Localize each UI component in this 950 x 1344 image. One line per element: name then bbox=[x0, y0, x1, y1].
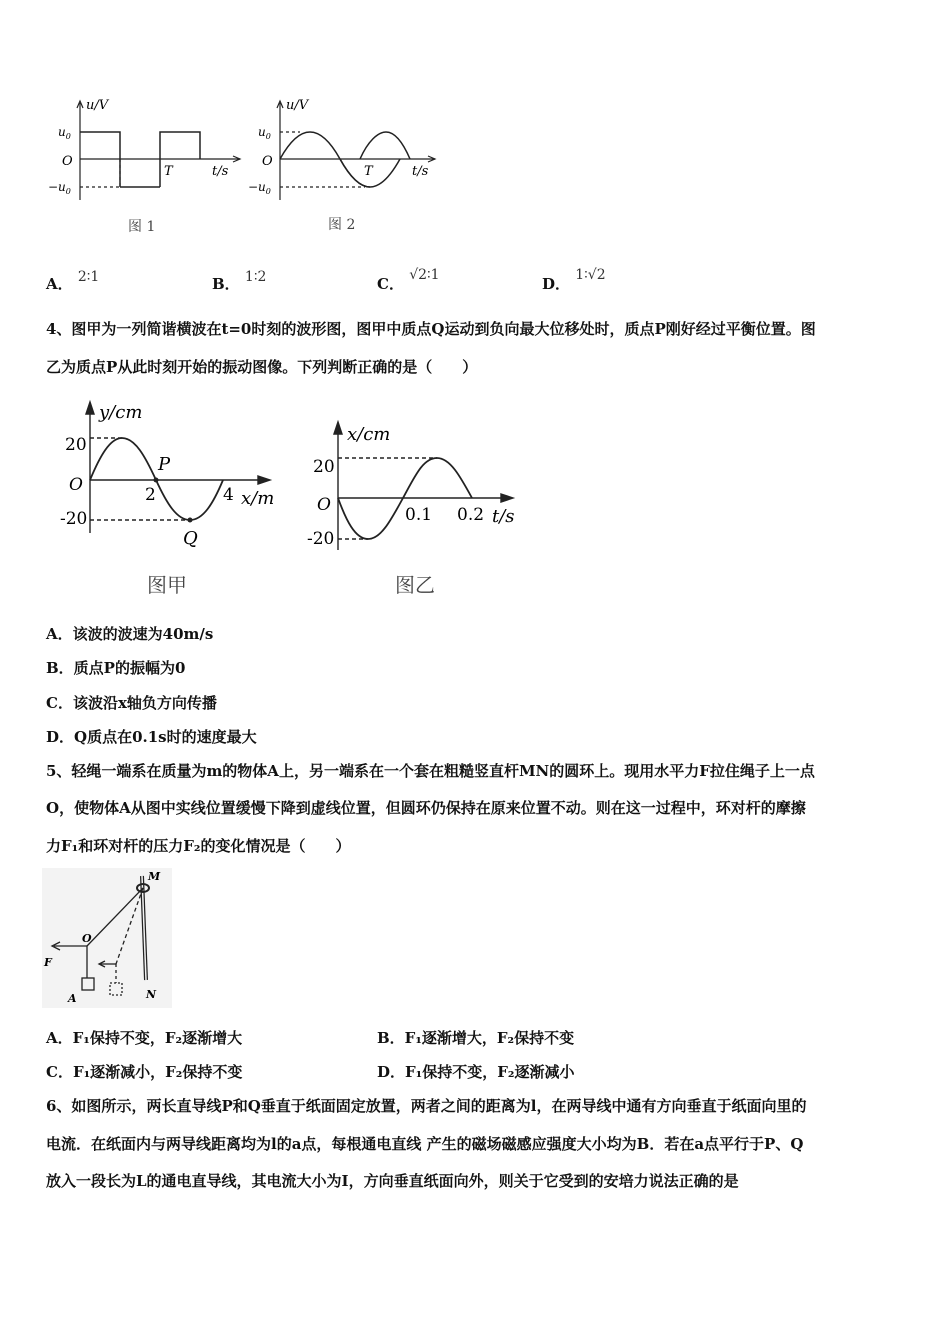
figjia-label-q: Q bbox=[183, 528, 198, 549]
q4-option-c: C．该波沿x轴负方向传播 bbox=[46, 694, 217, 712]
q5-stem-line-2: O，使物体A从图中实线位置缓慢下降到虚线位置，但圆环仍保持在原来位置不动。则在这一过程中，环对杆的摩擦 bbox=[46, 799, 806, 817]
figjia-point-p bbox=[154, 478, 159, 483]
q4-stem-line-2: 乙为质点P从此时刻开始的振动图像。下列判断正确的是（ ） bbox=[46, 358, 478, 376]
q3-option-c-label: C． bbox=[377, 275, 404, 293]
fig2-sine-path-2 bbox=[360, 132, 410, 159]
q6-stem-line-3: 放入一段长为L的通电直导线，其电流大小为I，方向垂直纸面向外，则关于它受到的安培力说法正确的是 bbox=[46, 1172, 739, 1190]
figure-jia-wave-graph bbox=[55, 398, 295, 603]
figjia-origin: O bbox=[69, 475, 83, 495]
figyi-tick-0-2: 0.2 bbox=[457, 505, 485, 525]
q6-stem-line-2: 电流．在纸面内与两导线距离均为l的a点，每根通电直线 产生的磁场磁感应强度大小均为B．若在a点平行于P、Q bbox=[46, 1135, 804, 1153]
q3-option-d-value: 1∶√2 bbox=[575, 267, 606, 283]
fig1-T: T bbox=[164, 164, 173, 179]
q3-option-b-value: 1∶2 bbox=[244, 269, 267, 285]
figjia-tick-20: 20 bbox=[65, 435, 87, 455]
q5-stem-line-3: 力F₁和环对杆的压力F₂的变化情况是（ ） bbox=[46, 837, 351, 855]
figjia-ylabel: y/cm bbox=[99, 402, 143, 423]
fig2-ylabel: u/V bbox=[286, 98, 309, 113]
figjia-tick-4: 4 bbox=[223, 485, 234, 505]
q5-option-d: D．F₁保持不变，F₂逐渐减小 bbox=[377, 1063, 575, 1081]
q3-option-c bbox=[377, 267, 440, 294]
figjia-caption: 图甲 bbox=[147, 573, 187, 597]
figyi-tlabel: t/s bbox=[492, 506, 515, 527]
figyi-tick-0-1: 0.1 bbox=[405, 505, 433, 525]
q3-option-d-label: D． bbox=[542, 275, 571, 293]
figyi-caption: 图乙 bbox=[395, 573, 435, 597]
fig1-u0: $u_0$ bbox=[58, 125, 71, 141]
fig2-T: T bbox=[364, 164, 373, 179]
fig2-origin: O bbox=[262, 154, 273, 169]
q3-option-b bbox=[212, 269, 267, 294]
figjia-xlabel: x/m bbox=[241, 488, 275, 509]
q3-option-d bbox=[542, 267, 606, 294]
q4-stem-line-1: 4、图甲为一列简谐横波在t=0时刻的波形图，图甲中质点Q运动到负向最大位移处时，质点P刚好经过平衡位置。图 bbox=[46, 320, 816, 338]
figjia-y-arrow bbox=[86, 402, 94, 414]
figjia-x-arrow bbox=[258, 476, 270, 484]
q3-option-a-label: A． bbox=[46, 275, 73, 293]
q3-option-c-value: √2∶1 bbox=[409, 267, 440, 283]
fig1-neg-u0: $-u_0$ bbox=[48, 180, 71, 196]
fig1-origin: O bbox=[62, 154, 73, 169]
fig1-caption: 图 1 bbox=[128, 219, 156, 235]
q5-option-b: B．F₁逐渐增大，F₂保持不变 bbox=[377, 1029, 575, 1047]
q4-option-d: D．Q质点在0.1s时的速度最大 bbox=[46, 728, 257, 746]
q3-option-a-value: 2∶1 bbox=[77, 269, 100, 285]
fig1-ylabel: u/V bbox=[86, 98, 109, 113]
q4-option-a: A．该波的波速为40m/s bbox=[46, 625, 214, 643]
q5-stem-line-1: 5、轻绳一端系在质量为m的物体A上，另一端系在一个套在粗糙竖直杆MN的圆环上。现用水平力F拉住绳子上一点 bbox=[46, 762, 815, 780]
q4-option-b: B．质点P的振幅为0 bbox=[46, 659, 186, 677]
figure-2-sine-wave bbox=[240, 95, 450, 240]
figjia-label-p: P bbox=[158, 454, 171, 475]
figyi-t-arrow bbox=[501, 494, 513, 502]
fig5-label-o: O bbox=[82, 932, 92, 945]
figjia-tick-minus-20: -20 bbox=[60, 509, 88, 529]
figyi-ylabel: x/cm bbox=[347, 424, 391, 445]
figjia-point-q bbox=[188, 518, 193, 523]
fig5-label-m: M bbox=[148, 870, 161, 883]
figure-q5-rope-ring bbox=[42, 868, 172, 1008]
fig2-neg-u0: $-u_0$ bbox=[248, 180, 271, 196]
fig1-tlabel: t/s bbox=[212, 164, 229, 179]
figure-yi-vibration-graph bbox=[305, 418, 540, 603]
figyi-y-arrow bbox=[334, 422, 342, 434]
q3-option-a bbox=[46, 269, 100, 294]
fig2-u0: $u_0$ bbox=[258, 125, 271, 141]
fig5-label-f: F bbox=[44, 956, 52, 969]
q5-option-a: A．F₁保持不变，F₂逐渐增大 bbox=[46, 1029, 243, 1047]
fig5-block-a-solid bbox=[82, 978, 94, 990]
fig5-label-a: A bbox=[68, 992, 77, 1005]
q3-option-b-label: B． bbox=[212, 275, 240, 293]
figyi-origin: O bbox=[317, 495, 331, 515]
fig5-label-n: N bbox=[146, 988, 157, 1001]
q5-option-c: C．F₁逐渐减小，F₂保持不变 bbox=[46, 1063, 243, 1081]
fig2-tlabel: t/s bbox=[412, 164, 429, 179]
figyi-tick-20: 20 bbox=[313, 457, 335, 477]
figjia-tick-2: 2 bbox=[145, 485, 156, 505]
figure-1-square-wave bbox=[40, 95, 250, 240]
q6-stem-line-1: 6、如图所示，两长直导线P和Q垂直于纸面固定放置，两者之间的距离为l，在两导线中通有方向垂直于纸面向里的 bbox=[46, 1097, 807, 1115]
fig2-caption: 图 2 bbox=[328, 217, 356, 233]
figyi-tick-minus-20: -20 bbox=[307, 529, 335, 549]
